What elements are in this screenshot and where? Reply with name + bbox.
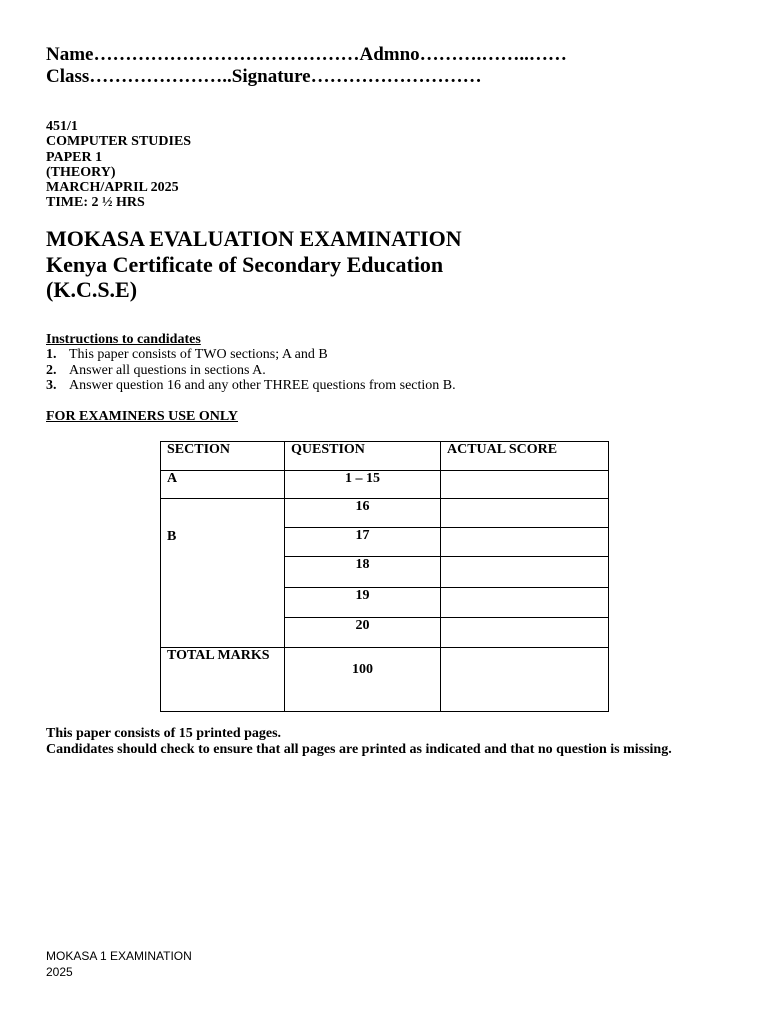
total-marks-value: 100 [285,648,441,712]
question-number: 20 [285,618,441,648]
table-header-row [161,442,609,471]
section-b-cell [161,499,285,648]
score-input-cell[interactable] [441,557,609,588]
instructions [46,332,456,393]
question-number: 16 [285,499,441,528]
page-footer [46,948,192,980]
examiners-use-label: FOR EXAMINERS USE ONLY [46,409,239,424]
section-a-cell: A [161,471,285,499]
table-row [161,471,609,499]
paper-time: TIME: 2 ½ HRS [46,195,145,211]
score-input-cell[interactable] [441,528,609,557]
footer-exam-name: MOKASA 1 EXAMINATION [46,949,192,963]
name-admno-field: Name……………………………………Admno……….……..…… [46,44,567,65]
check-pages-line: Candidates should check to ensure that all pages are printed as indicated and that no question is missing. [46,741,672,757]
total-marks-label: TOTAL MARKS [161,648,285,712]
printed-pages-line: This paper consists of 15 printed pages. [46,726,282,741]
exam-title-line2: Kenya Certificate of Secondary Education [46,251,444,277]
class-signature-field: Class…………………..Signature……………………… [46,66,482,87]
instruction-item [46,378,456,393]
header-section: SECTION [161,442,285,471]
instruction-item [46,363,456,378]
section-b-label: B [167,529,177,544]
score-input-cell[interactable] [441,499,609,528]
paper-subject: COMPUTER STUDIES [46,134,192,150]
score-input-cell[interactable] [441,618,609,648]
exam-title-line3: (K.C.S.E) [46,277,138,302]
instruction-number: 3. [46,377,57,393]
question-number: 19 [285,588,441,618]
printed-pages-note [46,726,672,757]
table-total-row [161,648,609,712]
question-number: 18 [285,557,441,588]
section-a-questions: 1 – 15 [285,471,441,499]
instruction-text: This paper consists of TWO sections; A and B [69,347,328,363]
instruction-number: 2. [46,362,57,378]
exam-title [46,226,462,303]
table-row [161,499,609,528]
paper-type: (THEORY) [46,164,116,180]
instruction-item [46,347,456,362]
score-table [160,441,609,712]
total-score-input-cell[interactable] [441,648,609,712]
score-input-cell[interactable] [441,588,609,618]
paper-session: MARCH/APRIL 2025 [46,180,179,196]
instructions-heading: Instructions to candidates [46,332,201,347]
paper-code: 451/1 [46,119,78,134]
footer-year: 2025 [46,965,73,979]
paper-info [46,119,191,211]
instruction-number: 1. [46,347,57,363]
paper-number: PAPER 1 [46,149,103,165]
score-input-cell[interactable] [441,471,609,499]
instruction-text: Answer question 16 and any other THREE questions from section B. [69,377,456,393]
header-actual-score: ACTUAL SCORE [441,442,609,471]
instruction-text: Answer all questions in sections A. [69,362,266,378]
exam-title-line1: MOKASA EVALUATION EXAMINATION [46,226,462,251]
question-number: 17 [285,528,441,557]
header-question: QUESTION [285,442,441,471]
